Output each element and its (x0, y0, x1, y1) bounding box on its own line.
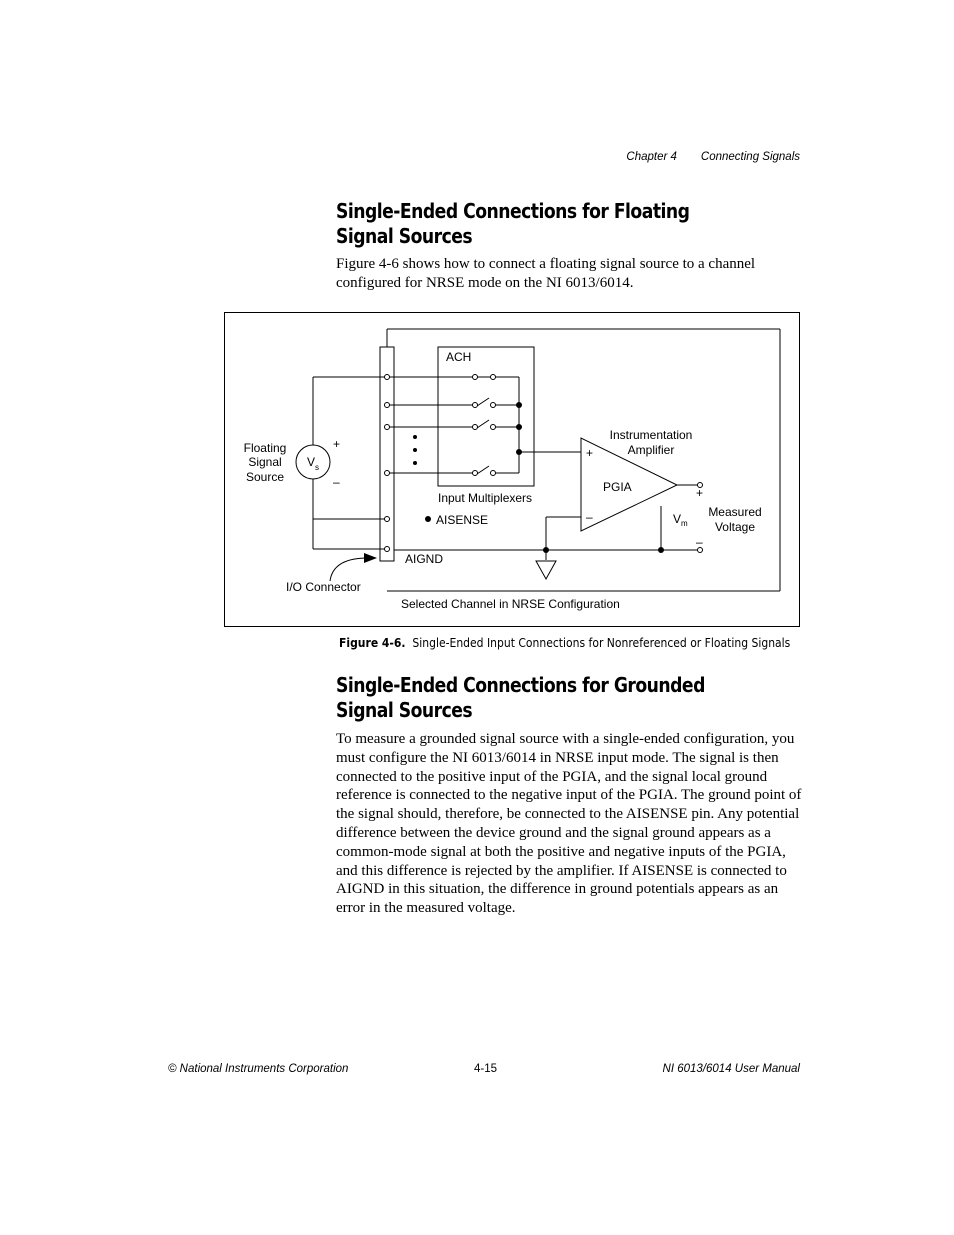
section-grounded-paragraph: To measure a grounded signal source with a single-ended configuration, you must configure the NI 6013/6014 in NRSE input mode. The signal is then connected to the positive input of the PGIA, and the signal local ground reference is connected to the negative input of the PGIA. The ground point of the signal should, therefore, be connected to the AISENSE pin. Any potential difference between the device ground and the signal ground appears as a common-mode signal at both the positive and negative inputs of the PGIA, and this difference is rejected by the amplifier. If AISENSE is connected to AIGND in this situation, the difference in ground potentials appears as an error in the measured voltage. (336, 731, 802, 917)
selected-channel-label: Selected Channel in NRSE Configuration (401, 597, 620, 611)
pointer-arrowhead (364, 553, 377, 563)
amp-minus-label: – (586, 510, 593, 524)
ellipsis-dot (413, 448, 417, 452)
floating-label-line3: Source (245, 470, 285, 484)
figure-caption (339, 636, 790, 650)
caption-text: Single-Ended Input Connections for Nonreferenced or Floating Signals (412, 636, 791, 650)
io-connector-label: I/O Connector (286, 580, 361, 594)
source-plus-label: + (333, 437, 341, 451)
footer-manual-title: NI 6013/6014 User Manual (662, 1063, 800, 1075)
switch-2-open (477, 420, 489, 428)
ach-label: ACH (446, 350, 472, 364)
floating-label-line1: Floating (243, 441, 287, 455)
footer-copyright: © National Instruments Corporation (168, 1063, 349, 1075)
section-heading-floating: Single-Ended Connections for Floating Signal Sources (336, 199, 690, 248)
section-heading-grounded: Single-Ended Connections for Grounded Signal Sources (336, 673, 705, 722)
caption-number: Figure 4-6. (339, 636, 406, 650)
pgia-label: PGIA (603, 480, 632, 494)
ellipsis-dot (413, 461, 417, 465)
instrumentation-label-line1: Instrumentation (609, 428, 693, 442)
aignd-label: AIGND (405, 552, 444, 566)
input-multiplexers-label: Input Multiplexers (438, 491, 533, 505)
measured-minus-label: – (696, 535, 703, 549)
vm-label: V (673, 512, 682, 526)
ellipsis-dot (413, 435, 417, 439)
aisense-dot (425, 516, 431, 522)
header-title: Connecting Signals (700, 151, 800, 163)
source-minus-label: – (333, 475, 340, 489)
aisense-label: AISENSE (436, 513, 489, 527)
vs-label: V (307, 455, 316, 469)
measured-plus-label: + (696, 486, 704, 500)
vm-subscript: m (681, 519, 688, 528)
running-header (626, 151, 800, 163)
nrse-circuit-diagram (225, 313, 799, 626)
ground-symbol (536, 561, 556, 579)
floating-label-line2: Signal (248, 455, 282, 469)
instrumentation-label-line2: Amplifier (627, 443, 675, 457)
switch-3-open (477, 466, 489, 474)
io-connector-pointer (330, 558, 365, 581)
section-floating-paragraph: Figure 4-6 shows how to connect a floating signal source to a channel configured for NRSE mode on the NI 6013/6014. (336, 256, 756, 291)
measured-label-line1: Measured (708, 505, 762, 519)
measured-label-line2: Voltage (714, 520, 756, 534)
amp-plus-label: + (586, 446, 594, 460)
input-multiplexer-box (438, 347, 534, 486)
header-chapter: Chapter 4 (626, 151, 677, 163)
vs-subscript: s (315, 463, 319, 472)
figure-4-6 (224, 312, 800, 627)
switch-1-open (477, 398, 489, 406)
footer-page-number: 4-15 (474, 1063, 498, 1075)
